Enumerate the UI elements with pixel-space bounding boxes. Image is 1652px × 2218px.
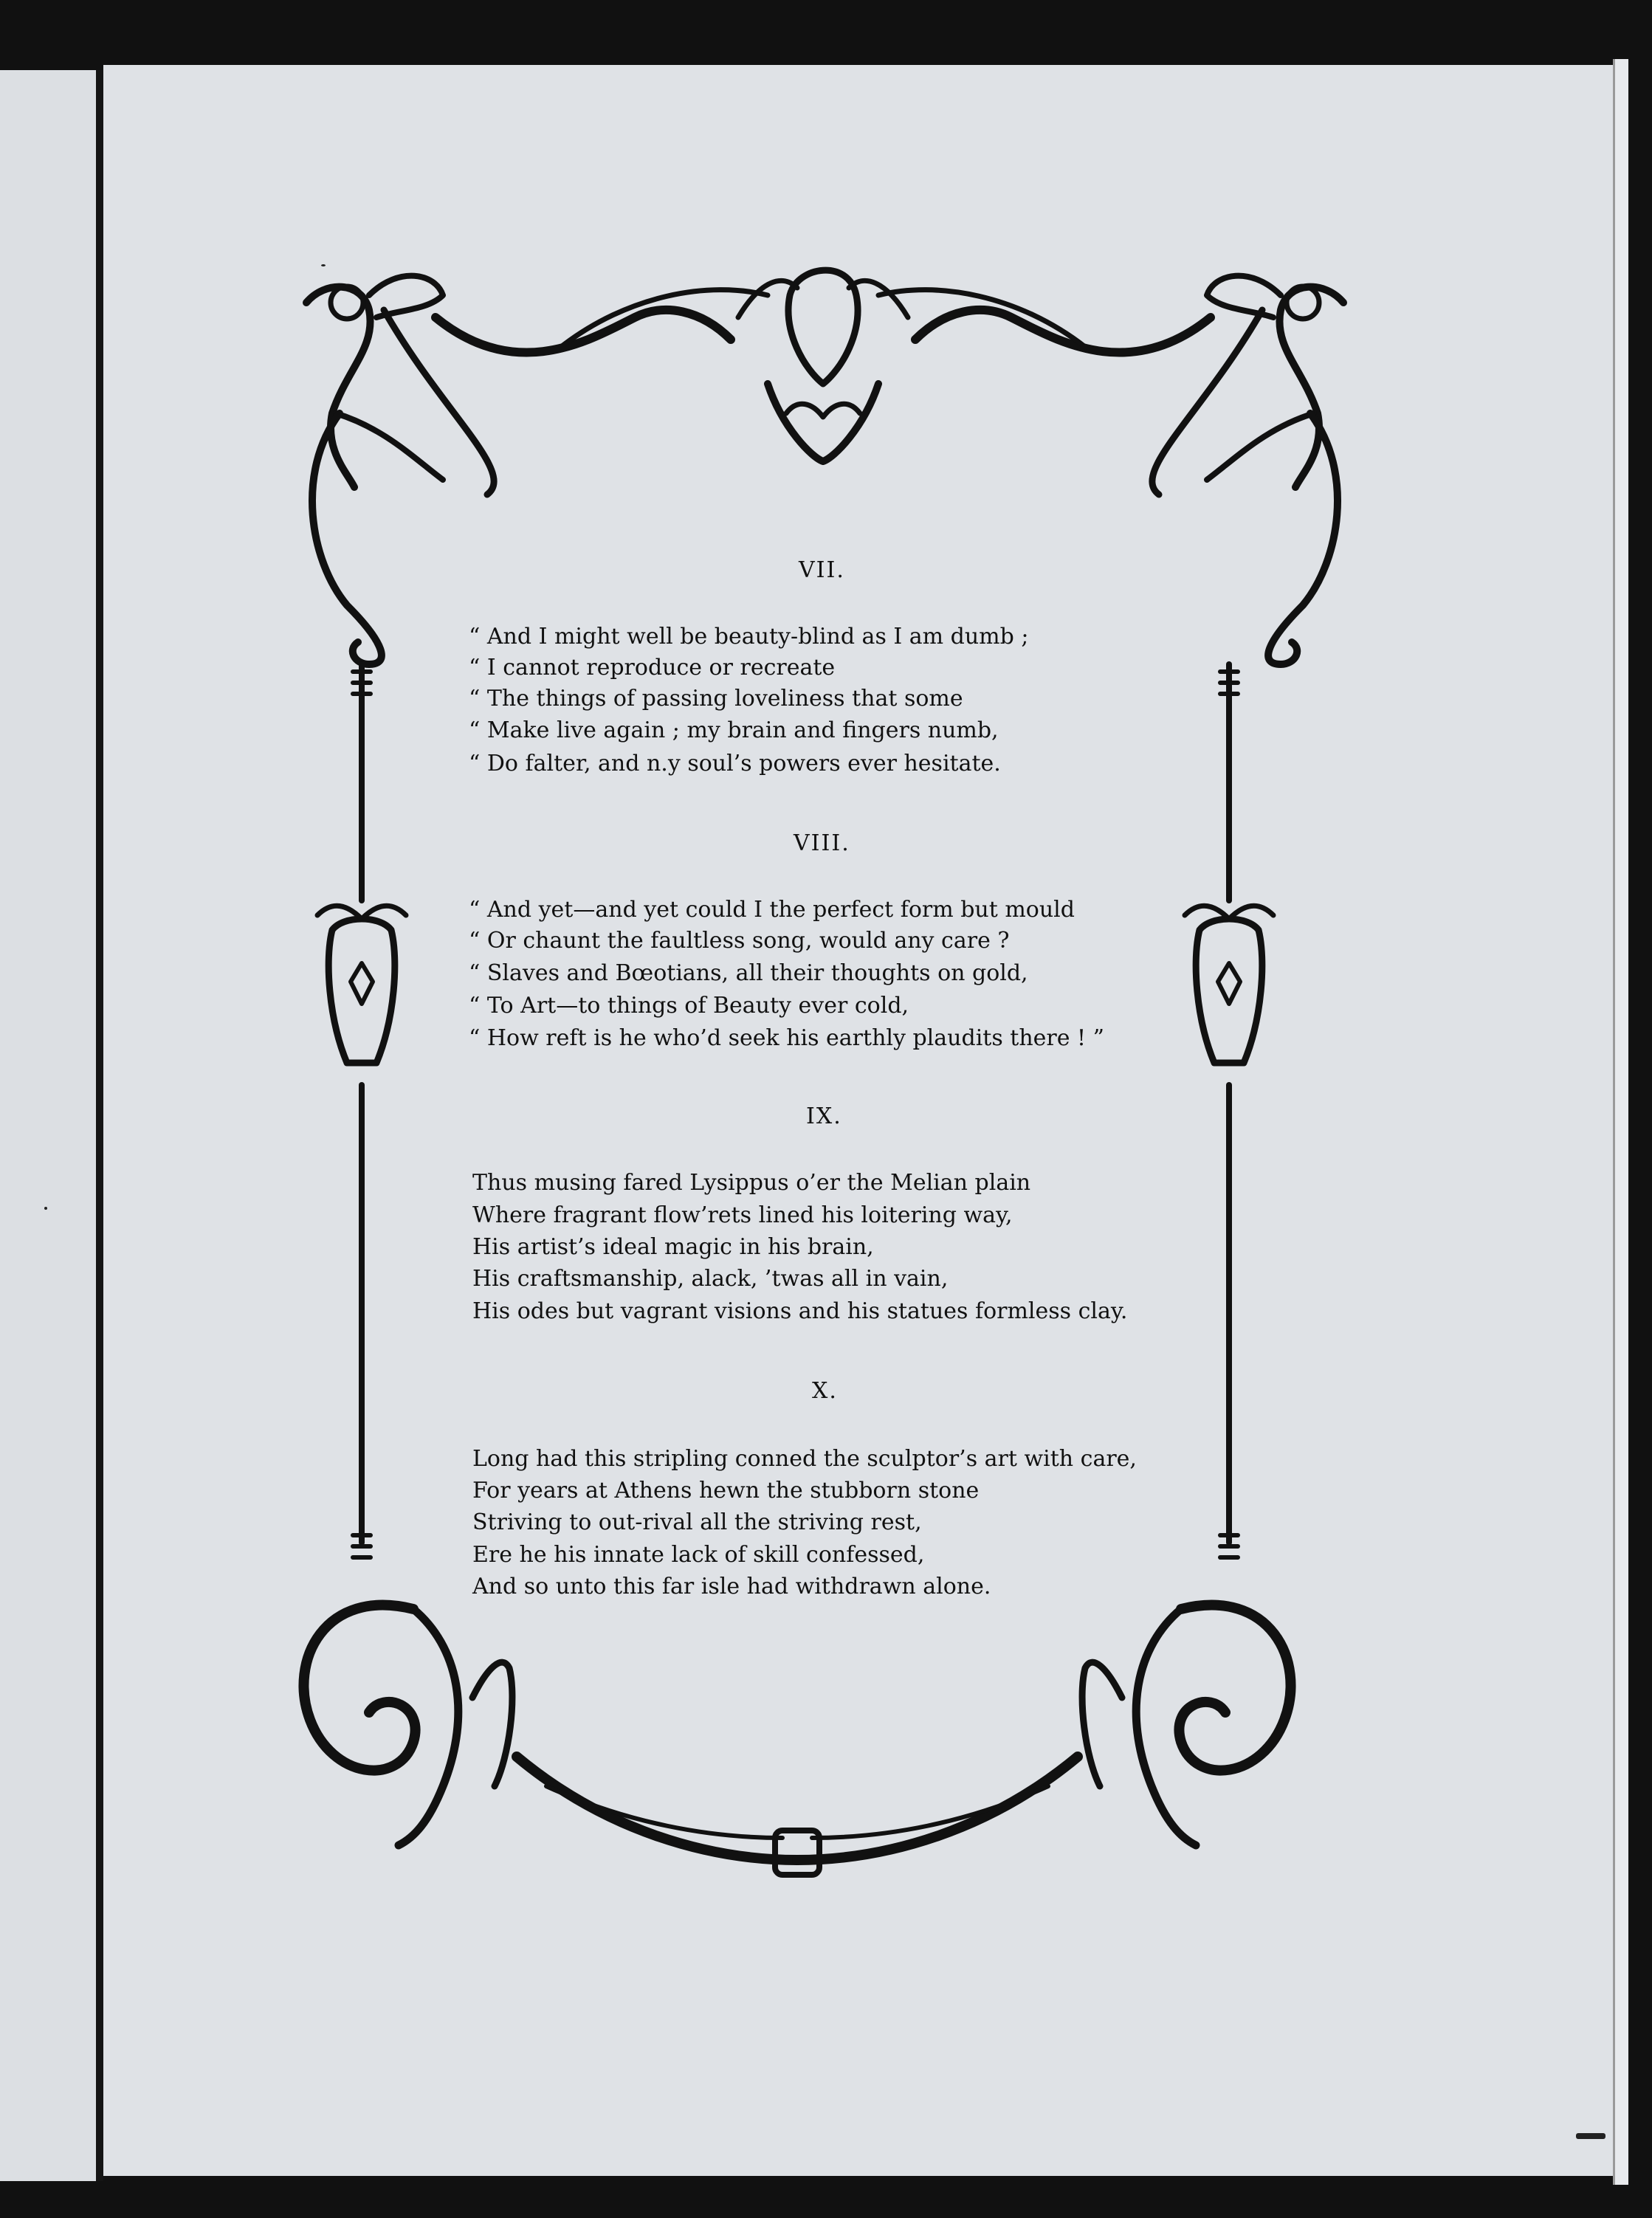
poem-line: “ I cannot reproduce or recreate [469, 655, 836, 681]
poem-line: Striving to out-rival all the striving rest, [472, 1509, 922, 1535]
poem-line: Thus musing fared Lysippus o’er the Melian plain [472, 1170, 1031, 1196]
poem-line: Long had this stripling conned the sculptor’s art with care, [472, 1446, 1137, 1472]
stanza-numeral: X. [812, 1378, 838, 1404]
stanza-numeral: VII. [799, 557, 845, 583]
poem-line: Where fragrant flow’rets lined his loitering way, [472, 1202, 1013, 1228]
poem-line: His odes but vagrant visions and his statues formless clay. [472, 1298, 1128, 1324]
poem-line: Ere he his innate lack of skill confessed, [472, 1542, 925, 1568]
poem-line: “ And yet—and yet could I the perfect form but mould [469, 897, 1075, 923]
poem-line: His craftsmanship, alack, ’twas all in vain, [472, 1266, 949, 1292]
poem-line: “ And I might well be beauty-blind as I am dumb ; [469, 624, 1029, 650]
poem-line: “ Make live again ; my brain and fingers numb, [469, 717, 999, 743]
poem-line: “ The things of passing loveliness that some [469, 686, 963, 712]
poem-line: “ Slaves and Bœotians, all their thoughts on gold, [469, 960, 1028, 986]
poem-line: “ To Art—to things of Beauty ever cold, [469, 993, 909, 1019]
poem-line: “ Or chaunt the faultless song, would any care ? [469, 928, 1010, 954]
poem-line: His artist’s ideal magic in his brain, [472, 1234, 874, 1260]
poem-line: And so unto this far isle had withdrawn alone. [472, 1574, 991, 1599]
poem-line: “ How reft is he who’d seek his earthly plaudits there ! ” [469, 1025, 1104, 1051]
stanza-numeral: VIII. [794, 830, 850, 856]
stanza-numeral: IX. [806, 1103, 842, 1129]
poem-line: “ Do falter, and n.y soul’s powers ever hesitate. [469, 751, 1001, 776]
poem-line: For years at Athens hewn the stubborn stone [472, 1478, 980, 1504]
